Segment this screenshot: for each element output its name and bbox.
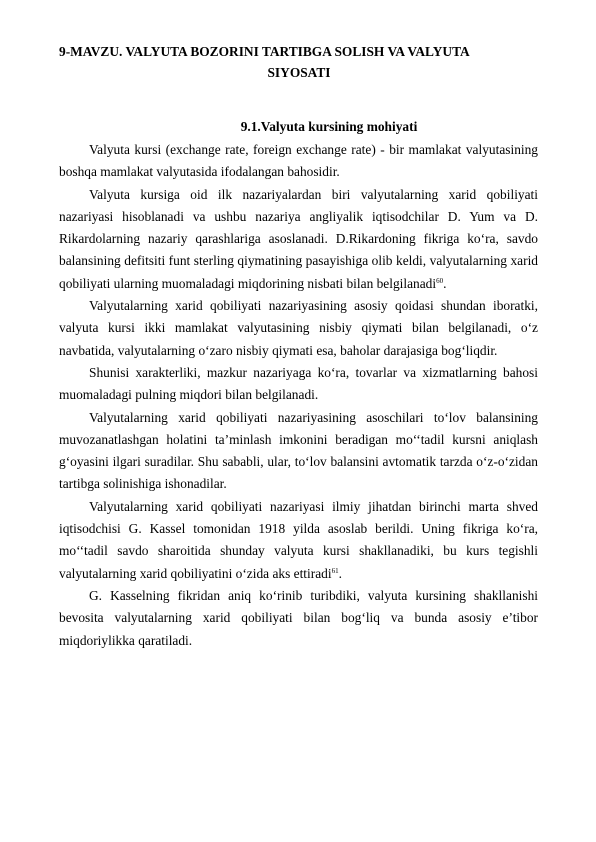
paragraph — [59, 295, 538, 362]
paragraph-text: Valyutalarning xarid qobiliyati nazariyasining asosiy qoidasi shundan iboratki, valyuta kursi ikki mamlakat valyutasining nisbiy qiymati bilan belgilanadi, o‘z navbatida, valyutalarning o‘zaro nisbiy qiymati esa, baholar darajasiga bog‘liqdir. — [59, 298, 538, 358]
chapter-title-line-2: SIYOSATI — [267, 65, 331, 80]
paragraph-text: Valyuta kursi (exchange rate, foreign exchange rate) - bir mamlakat valyutasining boshqa mamlakat valyutasida ifodalangan bahosidir. — [59, 142, 538, 180]
paragraph-end: . — [443, 275, 447, 291]
paragraph — [59, 362, 538, 407]
paragraph — [59, 585, 538, 652]
paragraph-text: Valyutalarning xarid qobiliyati nazariyasining asoschilari to‘lov balansining muvozanatlashgan holatini ta’minlash imkonini beradigan mo‘‘tadil kursni aniqlash g‘oyasini ilgari suradilar. Shu sababli, ular, to‘lov balansini avtomatik tarzda o‘z-o‘zidan tartibga solinishiga ishonadilar. — [59, 409, 538, 492]
paragraph-text: G. Kasselning fikridan aniq ko‘rinib turibdiki, valyuta kursining shakllanishi bevosita valyutalarning xarid qobiliyati bilan bog‘liq va bunda asosiy e’tibor miqdoriylikka qaratiladi. — [59, 587, 538, 648]
paragraph-text: Valyutalarning xarid qobiliyati nazariyasi ilmiy jihatdan birinchi marta shved iqtisodchisi G. Kassel tomonidan 1918 yilda asoslab berildi. Uning fikriga ko‘ra, mo‘‘tadil savdo sharoitida shunday valyuta kursi shakllanadiki, bu kurs tegishli valyutalarning xarid qobiliyatini o‘zida aks ettiradi — [59, 498, 538, 581]
paragraph — [59, 184, 538, 295]
body-text — [59, 139, 538, 652]
chapter-title — [59, 41, 539, 83]
chapter-title-line-1: 9-MAVZU. VALYUTA BOZORINI TARTIBGA SOLISH VA VALYUTA — [59, 44, 470, 59]
paragraph-text: Shunisi xarakterliki, mazkur nazariyaga ko‘ra, tovarlar va xizmatlarning bahosi muomaladagi pulning miqdori bilan belgilanadi. — [59, 364, 538, 403]
paragraph — [59, 139, 538, 184]
paragraph — [59, 496, 538, 585]
paragraph-end: . — [338, 565, 342, 581]
paragraph — [59, 407, 538, 496]
section-title: 9.1.Valyuta kursining mohiyati — [240, 119, 418, 134]
footnote-ref[interactable]: 61 — [331, 566, 339, 575]
paragraph-text: Valyuta kursiga oid ilk nazariyalardan biri valyutalarning xarid qobiliyati nazariyasi hisoblanadi va ushbu nazariya angliyalik iqtisodchilar D. Yum va D. Rikardolarning nazariy qarashlariga asoslanadi. D.Rikardoning fikriga ko‘ra, savdo balansining defitsiti funt sterling qiymatining pasayishiga olib keldi, valyutalarning xarid qobiliyati ularning muomaladagi miqdorining nisbati bilan belgilanadi — [59, 186, 538, 291]
footnote-ref[interactable]: 60 — [436, 276, 444, 285]
